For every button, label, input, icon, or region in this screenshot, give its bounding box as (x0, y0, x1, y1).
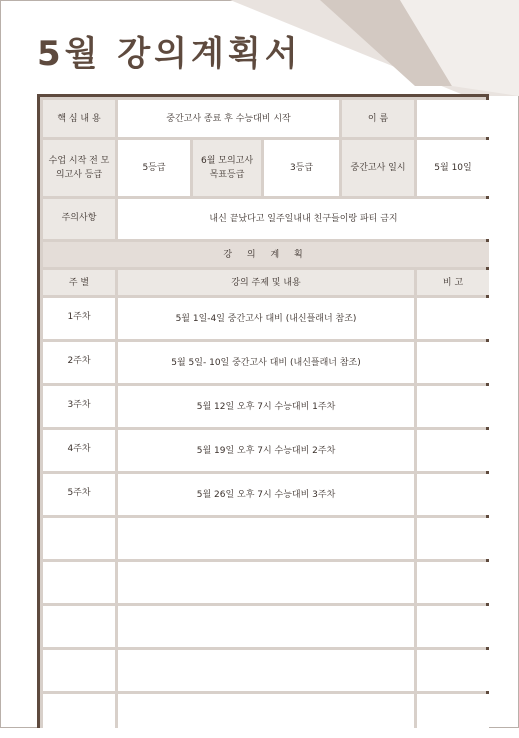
topic-cell: 5월 5일- 10일 중간고사 대비 (내신플래너 참조) (118, 342, 414, 383)
week-cell[interactable] (43, 562, 115, 603)
exam-value: 5월 10일 (417, 140, 489, 196)
name-value[interactable] (417, 100, 489, 137)
note-cell[interactable] (417, 386, 489, 427)
core-label: 핵 심 내 용 (43, 100, 115, 137)
target-label: 6월 모의고사 목표등급 (193, 140, 261, 196)
target-value: 3등급 (264, 140, 339, 196)
table-row (43, 562, 489, 603)
week-cell[interactable] (43, 694, 115, 735)
plan-section-title: 강 의 계 획 (43, 242, 489, 267)
col-topic-header: 강의 주제 및 내용 (118, 270, 414, 295)
col-week-header: 주 별 (43, 270, 115, 295)
lecture-plan-table (40, 97, 492, 738)
topic-cell[interactable] (118, 650, 414, 691)
topic-cell: 5월 1일-4일 중간고사 대비 (내신플래너 참조) (118, 298, 414, 339)
notes-label: 주의사항 (43, 199, 115, 239)
table-row (43, 694, 489, 735)
topic-cell[interactable] (118, 562, 414, 603)
week-cell[interactable] (43, 606, 115, 647)
week-cell[interactable] (43, 650, 115, 691)
table-row (43, 650, 489, 691)
table-row (43, 474, 489, 515)
plan-sheet (37, 94, 489, 728)
table-row (43, 606, 489, 647)
core-value: 중간고사 종료 후 수능대비 시작 (118, 100, 339, 137)
topic-cell: 5월 12일 오후 7시 수능대비 1주차 (118, 386, 414, 427)
table-row (43, 298, 489, 339)
note-cell[interactable] (417, 298, 489, 339)
exam-label: 중간고사 일시 (342, 140, 414, 196)
topic-cell: 5월 19일 오후 7시 수능대비 2주차 (118, 430, 414, 471)
note-cell[interactable] (417, 606, 489, 647)
table-row (43, 518, 489, 559)
table-row (43, 430, 489, 471)
page-title: 5월 강의계획서 (37, 34, 302, 74)
table-row (43, 386, 489, 427)
note-cell[interactable] (417, 562, 489, 603)
note-cell[interactable] (417, 474, 489, 515)
name-label: 이 름 (342, 100, 414, 137)
week-cell: 4주차 (43, 430, 115, 471)
table-row (43, 342, 489, 383)
notes-value: 내신 끝났다고 일주일내내 친구들이랑 파티 금지 (118, 199, 489, 239)
col-note-header: 비 고 (417, 270, 489, 295)
note-cell[interactable] (417, 518, 489, 559)
note-cell[interactable] (417, 694, 489, 735)
week-cell[interactable] (43, 518, 115, 559)
grade-label: 수업 시작 전 모의고사 등급 (43, 140, 115, 196)
note-cell[interactable] (417, 342, 489, 383)
note-cell[interactable] (417, 430, 489, 471)
topic-cell[interactable] (118, 606, 414, 647)
note-cell[interactable] (417, 650, 489, 691)
grade-value: 5등급 (118, 140, 190, 196)
topic-cell: 5월 26일 오후 7시 수능대비 3주차 (118, 474, 414, 515)
week-cell: 2주차 (43, 342, 115, 383)
week-cell: 1주차 (43, 298, 115, 339)
topic-cell[interactable] (118, 518, 414, 559)
week-cell: 3주차 (43, 386, 115, 427)
week-cell: 5주차 (43, 474, 115, 515)
topic-cell[interactable] (118, 694, 414, 735)
